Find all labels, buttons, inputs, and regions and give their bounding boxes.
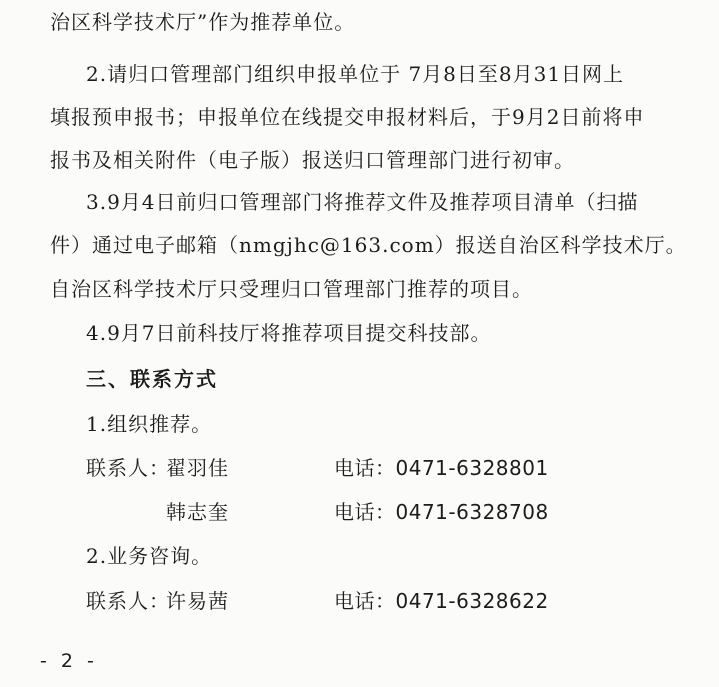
contact-phone: 电话：0471-6328801 [334, 456, 549, 480]
subsection-title: 1.组织推荐。 [86, 412, 213, 436]
contact-label: 联系人： [86, 456, 170, 480]
contact-name: 翟羽佳 [166, 456, 229, 480]
paragraph-line: 填报预申报书；申报单位在线提交申报材料后，于9月2日前将申 [50, 105, 645, 129]
paragraph-line: 2.请归口管理部门组织申报单位于 7月8日至8月31日网上 [86, 62, 625, 86]
paragraph-line: 4.9月7日前科技厅将推荐项目提交科技部。 [86, 321, 492, 345]
contact-phone: 电话：0471-6328708 [334, 500, 549, 524]
paragraph-line: 报书及相关附件（电子版）报送归口管理部门进行初审。 [50, 148, 575, 172]
contact-label: 联系人： [86, 589, 170, 613]
subsection-title: 2.业务咨询。 [86, 544, 213, 568]
paragraph-line: 自治区科学技术厅只受理归口管理部门推荐的项目。 [50, 277, 533, 301]
contact-name: 韩志奎 [166, 500, 229, 524]
paragraph-line: 3.9月4日前归口管理部门将推荐文件及推荐项目清单（扫描 [86, 190, 639, 214]
paragraph-line: 件）通过电子邮箱（nmgjhc@163.com）报送自治区科学技术厅。 [50, 233, 687, 257]
contact-phone: 电话：0471-6328622 [334, 589, 549, 613]
page-number: - 2 - [40, 650, 98, 672]
paragraph-line: 治区科学技术厅”作为推荐单位。 [50, 10, 356, 34]
section-heading: 三、联系方式 [86, 367, 218, 391]
contact-name: 许易茜 [166, 589, 229, 613]
